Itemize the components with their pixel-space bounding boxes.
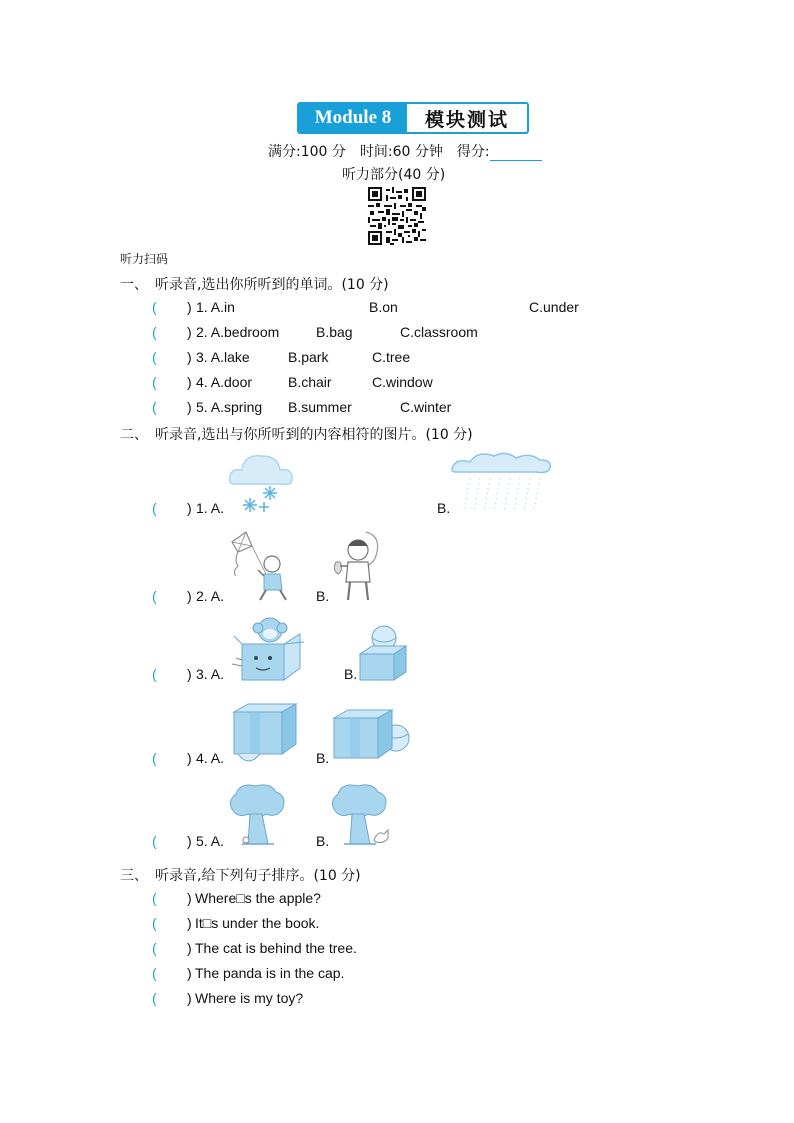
option-b: B. [316, 750, 330, 766]
section3-heading: 三、 听录音,给下列句子排序。(10 分) [120, 868, 361, 884]
answer-paren-open[interactable]: ( [152, 990, 157, 1006]
option-b: B.chair [288, 374, 332, 390]
option-b: B. [316, 588, 330, 604]
ball-beside-box-icon [330, 706, 410, 762]
answer-paren-open[interactable]: ( [152, 588, 157, 604]
option-a: 2. A.bedroom [196, 324, 280, 340]
answer-paren-open[interactable]: ( [152, 750, 157, 766]
answer-paren-close: ) [187, 299, 192, 315]
answer-paren-open[interactable]: ( [152, 890, 157, 906]
option-a: 5. A. [196, 833, 225, 849]
tree-icon [226, 782, 288, 848]
option-a: 3. A. [196, 666, 225, 682]
sentence-text: It□s under the book. [195, 915, 320, 931]
option-b: B. [344, 666, 358, 682]
answer-paren-close: ) [187, 399, 192, 415]
option-c: C.window [372, 374, 433, 390]
option-c: C.classroom [400, 324, 478, 340]
answer-paren-close: ) [187, 890, 192, 906]
sentence-text: Where□s the apple? [195, 890, 321, 906]
answer-paren-open[interactable]: ( [152, 374, 157, 390]
answer-paren-open[interactable]: ( [152, 500, 157, 516]
answer-paren-close: ) [187, 349, 192, 365]
option-a: 5. A.spring [196, 399, 263, 415]
answer-paren-open[interactable]: ( [152, 324, 157, 340]
answer-paren-open[interactable]: ( [152, 666, 157, 682]
answer-paren-close: ) [187, 940, 192, 956]
tree-with-cat-icon [328, 782, 392, 848]
snow-cloud-icon [228, 448, 294, 518]
title-english: Module 8 [299, 104, 407, 132]
answer-paren-close: ) [187, 990, 192, 1006]
answer-paren-open[interactable]: ( [152, 940, 157, 956]
option-c: C.winter [400, 399, 452, 415]
option-c: C.tree [372, 349, 411, 365]
answer-paren-close: ) [187, 666, 192, 682]
monkey-in-box-icon [228, 612, 308, 682]
answer-paren-close: ) [187, 833, 192, 849]
sentence-text: Where is my toy? [195, 990, 304, 1006]
option-a: 4. A.door [196, 374, 253, 390]
score-blank[interactable] [490, 146, 542, 161]
score-info [268, 141, 542, 161]
kite-boy-icon [228, 530, 294, 604]
sentence-text: The cat is behind the tree. [195, 940, 357, 956]
answer-paren-close: ) [187, 915, 192, 931]
score-info-text: 满分:100 分 时间:60 分钟 得分: [268, 144, 490, 160]
option-b: B. [316, 833, 330, 849]
answer-paren-open[interactable]: ( [152, 349, 157, 365]
listening-part-label: 听力部分(40 分) [342, 167, 446, 183]
sentence-text: The panda is in the cap. [195, 965, 345, 981]
answer-paren-close: ) [187, 965, 192, 981]
answer-paren-close: ) [187, 324, 192, 340]
title-chinese: 模块测试 [424, 108, 509, 131]
option-b: B.park [288, 349, 329, 365]
boy-with-fish-icon [326, 526, 386, 606]
answer-paren-open[interactable]: ( [152, 399, 157, 415]
option-b: B. [437, 500, 451, 516]
option-b: B.on [369, 299, 398, 315]
rain-cloud-icon [450, 448, 554, 518]
qr-code-icon[interactable] [368, 187, 426, 245]
answer-paren-close: ) [187, 374, 192, 390]
option-b: B.bag [316, 324, 353, 340]
section1-heading: 一、 听录音,选出你所听到的单词。(10 分) [120, 277, 389, 293]
option-a: 3. A.lake [196, 349, 250, 365]
option-a: 1. A.in [196, 299, 235, 315]
option-a: 2. A. [196, 588, 225, 604]
title-banner [297, 102, 529, 134]
box-on-ball-icon [228, 700, 300, 768]
option-a: 4. A. [196, 750, 225, 766]
option-a: 1. A. [196, 500, 225, 516]
scan-label: 听力扫码 [120, 252, 169, 266]
option-c: C.under [529, 299, 579, 315]
answer-paren-open[interactable]: ( [152, 965, 157, 981]
answer-paren-open[interactable]: ( [152, 833, 157, 849]
option-b: B.summer [288, 399, 352, 415]
answer-paren-close: ) [187, 588, 192, 604]
answer-paren-open[interactable]: ( [152, 299, 157, 315]
answer-paren-close: ) [187, 500, 192, 516]
section2-heading: 二、 听录音,选出与你所听到的内容相符的图片。(10 分) [120, 427, 473, 443]
answer-paren-open[interactable]: ( [152, 915, 157, 931]
answer-paren-close: ) [187, 750, 192, 766]
ball-on-box-icon [358, 624, 408, 682]
